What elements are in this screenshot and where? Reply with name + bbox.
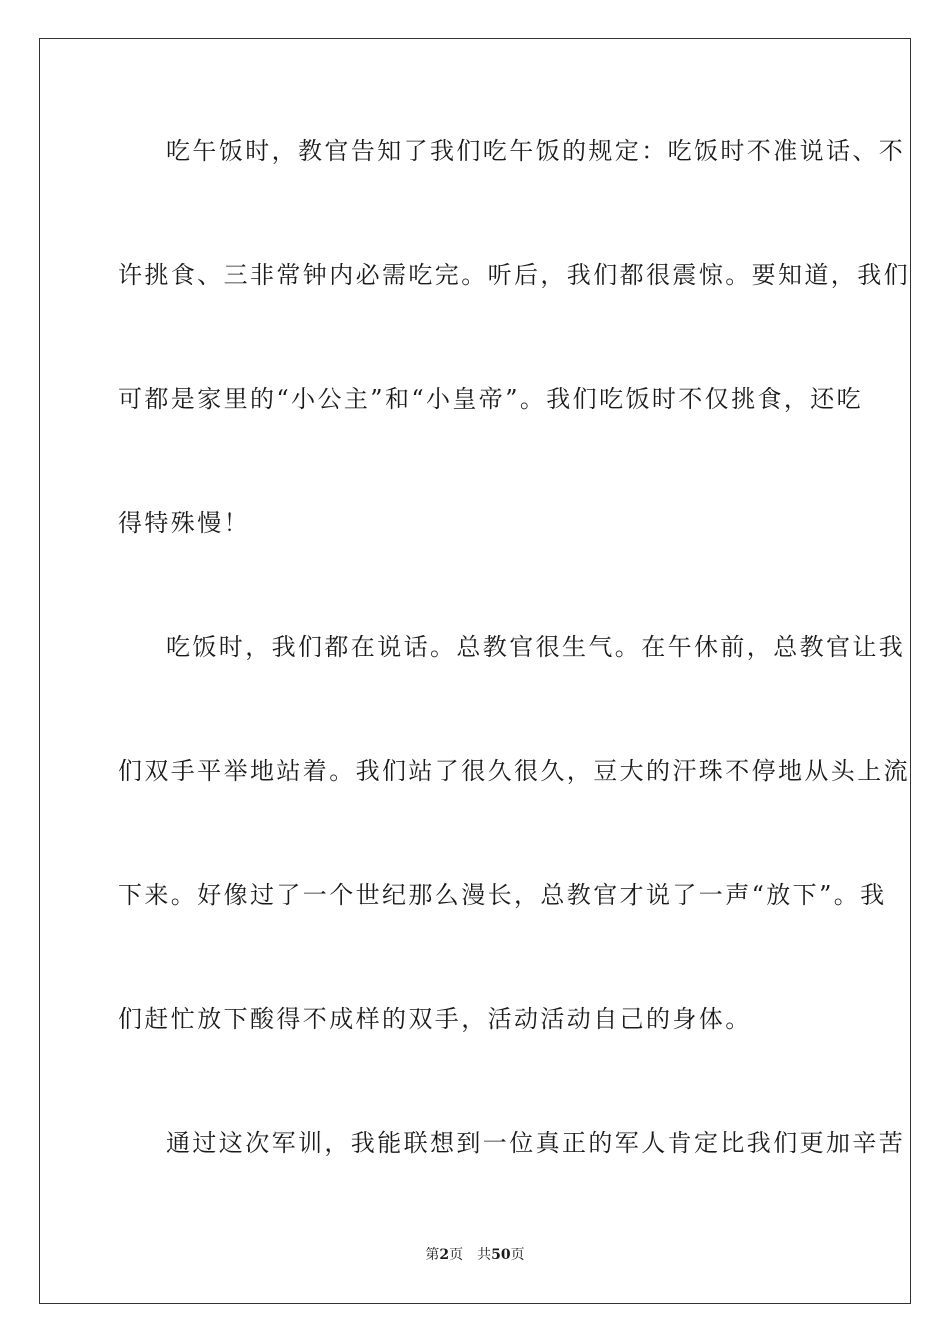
- text-line: 可都是家里的“小公主”和“小皇帝”。我们吃饭时不仅挑食，还吃: [118, 385, 864, 413]
- text-line: 下来。好像过了一个世纪那么漫长，总教官才说了一声“放下”。我: [118, 881, 887, 909]
- footer-page-suffix: 页: [449, 1247, 464, 1263]
- footer-page-number: 2: [439, 1247, 450, 1263]
- text-line: 许挑食、三非常钟内必需吃完。听后，我们都很震惊。要知道，我们: [118, 261, 910, 289]
- footer-total-suffix: 页: [510, 1247, 525, 1263]
- text-line: 通过这次军训，我能联想到一位真正的军人肯定比我们更加辛苦: [166, 1129, 906, 1157]
- text-line: 吃午饭时，教官告知了我们吃午饭的规定：吃饭时不准说话、不: [166, 137, 906, 165]
- text-line: 得特殊慢！: [118, 509, 250, 537]
- text-line: 们双手平举地站着。我们站了很久很久，豆大的汗珠不停地从头上流: [118, 757, 910, 785]
- footer-total-pages: 50: [491, 1247, 511, 1263]
- page-footer: [0, 1246, 950, 1264]
- text-line: 们赶忙放下酸得不成样的双手，活动活动自己的身体。: [118, 1005, 752, 1033]
- footer-total-prefix: 共: [477, 1247, 492, 1263]
- text-line: 吃饭时，我们都在说话。总教官很生气。在午休前，总教官让我: [166, 633, 906, 661]
- page-border: [39, 38, 911, 1304]
- footer-page-prefix: 第: [425, 1247, 440, 1263]
